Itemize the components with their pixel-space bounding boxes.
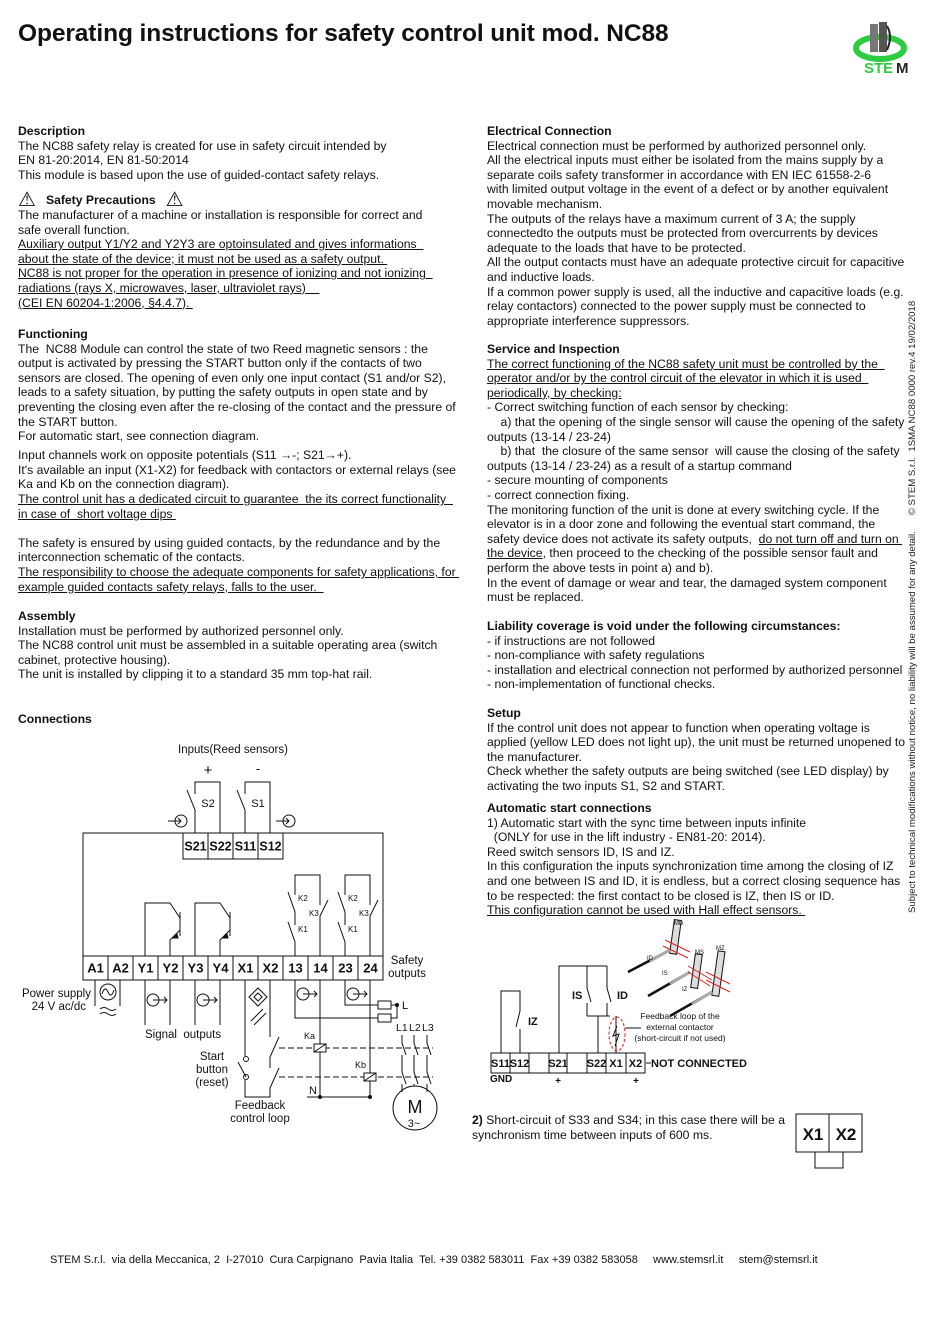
- terminal-label: Y1: [137, 960, 154, 976]
- terminal-label: X2: [262, 960, 279, 976]
- plus-sign: +: [203, 762, 213, 779]
- terminal-label: X1: [237, 960, 254, 976]
- text-segment: The NC88 safety relay is created for use in safety circuit intended by: [18, 138, 387, 153]
- text-segment: - secure mounting of components: [487, 473, 668, 488]
- ac-supply-icon: [100, 984, 116, 1016]
- text-segment: All the electrical inputs must either be isolated from the mains supply by a: [487, 153, 884, 168]
- safety-outputs-label: Safety: [390, 955, 424, 967]
- feedback-note: external contactor: [646, 1022, 714, 1032]
- terminal-label: 13: [288, 960, 303, 976]
- text-segment: sensors are closed. The opening of even only one input contact (S1 and/or S2),: [18, 370, 446, 385]
- terminal-label: 14: [313, 960, 328, 976]
- kb-label: Kb: [355, 1060, 367, 1070]
- terminal-label: Y3: [187, 960, 204, 976]
- text-segment: The NC88 control unit must be assembled in a suitable operating area (switch: [18, 638, 438, 653]
- gnd-label: GND: [490, 1074, 513, 1085]
- inputs-label: Inputs(Reed sensors): [178, 744, 288, 756]
- not-connected-label: NOT CONNECTED: [651, 1058, 747, 1070]
- text-underlined: The control unit has a dedicated circuit to guarantee the its correct functionality: [18, 492, 453, 507]
- connections-heading: Connections: [18, 712, 92, 727]
- text-segment: adequate to the loads that have to be protected.: [487, 240, 746, 255]
- signal-output-icon: [147, 994, 167, 1006]
- text-segment: and inductive loads.: [487, 269, 595, 284]
- is-label: IS: [572, 990, 583, 1002]
- minus-sign: -: [255, 761, 261, 776]
- text-segment: Input channels work on opposite potentials (S11 →-; S21→+).: [18, 448, 352, 463]
- text-underlined: The correct functioning of the NC88 safety unit must be controlled by the: [487, 356, 885, 371]
- text-segment: - non-implementation of functional checks.: [487, 677, 716, 692]
- sensor-symbol-icon: [168, 815, 187, 827]
- text-segment: 1) Automatic start with the sync time between inputs infinite: [487, 815, 807, 830]
- text-segment: elevator is in a door zone and following the eventual start command, the: [487, 517, 876, 532]
- text-underlined: NC88 is not proper for the operation in presence of ionizing and not ionizing: [18, 266, 433, 281]
- side-disclaimer: [907, 300, 918, 913]
- switch-s2-label: S2: [201, 798, 215, 810]
- warning-icon: ⚠: [165, 189, 184, 211]
- switch-s1-label: S1: [251, 798, 265, 810]
- text-segment: - installation and electrical connection not performed by authorized personnel: [487, 662, 903, 677]
- sensor-symbol-icon: [276, 815, 295, 827]
- text-segment: outputs (13-14 / 23-24): [487, 429, 611, 444]
- text-segment: and one between IS and ID, it is endless, but a correct closing sequence has: [487, 873, 901, 888]
- text-segment: appropriate interference suppressors.: [487, 313, 690, 328]
- terminal-label: S21: [184, 839, 207, 854]
- plus-label: +: [555, 1076, 561, 1087]
- footer-contact: STEM S.r.l. via della Meccanica, 2 I-27010 Cura Carpignano Pavia Italia Tel. +39 0382 583011 Fax +39 0382 583058 www.stemsrl.it stem@stemsrl.it: [50, 1254, 818, 1266]
- text-segment: safe overall function.: [18, 222, 130, 237]
- signal-outputs-label: Signal outputs: [145, 1029, 222, 1041]
- safety-output-icon: [347, 988, 367, 1000]
- start-button-label: (reset): [195, 1077, 229, 1089]
- text-segment: to be respected: the first contact to be closed is IZ, then IS or ID.: [487, 888, 835, 903]
- side-copyright: © STEM S.r.l. 1SMA NC88 0000 rev.4 19/02/2018: [907, 300, 918, 516]
- terminal-label: S22: [209, 839, 232, 854]
- terminal-label: Y2: [162, 960, 179, 976]
- text-segment: synchronism time between inputs of 600 ms.: [472, 1127, 713, 1142]
- section-heading: Functioning: [18, 327, 88, 341]
- iz-label: IZ: [528, 1016, 538, 1028]
- automatic-start-diagram: [490, 920, 862, 1168]
- text-segment: The outputs of the relays have a maximum current of 3 A; the supply: [487, 211, 856, 226]
- start-button-label: Start: [199, 1051, 225, 1063]
- text-segment: outputs (13-14 / 23-24) as a result of a startup command: [487, 458, 792, 473]
- terminal-label: 24: [363, 960, 378, 976]
- relay-k1-label: K1: [348, 925, 358, 934]
- section-heading: Setup: [487, 706, 521, 720]
- relay-k3-label: K3: [309, 909, 319, 918]
- text-segment: relay contactors) connected to the power supply must be connected to: [487, 299, 866, 314]
- safety-output-icon: [297, 988, 317, 1000]
- signal-output-icon: [197, 994, 217, 1006]
- text-segment: applied (yellow LED does not light up), the unit must be returned unopened to: [487, 735, 906, 750]
- feedback-label: control loop: [230, 1113, 290, 1125]
- text-segment: the manufacturer.: [487, 749, 582, 764]
- text-segment: Short-circuit of S33 and S34; in this case there will be a: [482, 1113, 785, 1127]
- section-heading-text: Safety Precautions: [45, 192, 156, 207]
- text-underlined: Auxiliary output Y1/Y2 and Y2Y3 are optoinsulated and gives informations: [18, 237, 424, 252]
- magnet-ms-label: MS: [695, 950, 704, 956]
- text-segment: cabinet, protective housing).: [18, 652, 171, 667]
- text-segment: a) that the opening of the single sensor will cause the opening of the safety: [487, 414, 905, 429]
- text-segment: preventing the closing even after the re-closing of the contact and the pressure of: [18, 399, 456, 414]
- terminal-x2: X2: [835, 1125, 857, 1144]
- page-title: Operating instructions for safety control unit mod. NC88: [18, 20, 669, 47]
- text-segment: interconnection schematic of the contacts.: [18, 550, 245, 565]
- ka-label: Ka: [304, 1031, 316, 1041]
- text-underlined: periodically, by checking:: [487, 385, 622, 400]
- text-segment: must be replaced.: [487, 590, 584, 605]
- terminal-label: S12: [509, 1057, 530, 1070]
- text-segment: leads to a safety situation, by putting the safety outputs in open state and by: [18, 385, 428, 400]
- warning-icon: ⚠: [18, 189, 36, 211]
- text-segment: If the control unit does not appear to function when operating voltage is: [487, 720, 870, 735]
- relay-k2-label: K2: [348, 894, 358, 903]
- x1-x2-bridge: [796, 1114, 862, 1168]
- text-segment: perform the above tests in point a) and b).: [487, 560, 714, 575]
- motor-label: M: [407, 1097, 423, 1117]
- text-underlined: the device: [487, 546, 543, 561]
- text-segment: In this configuration the inputs synchronization time among the closing of IZ: [487, 859, 894, 874]
- phase-label: L3: [422, 1022, 434, 1034]
- text-underlined: The responsibility to choose the adequate components for safety applications, for: [18, 565, 460, 579]
- text-segment: - non-compliance with safety regulations: [487, 648, 705, 663]
- relay-k3-label: K3: [359, 909, 369, 918]
- section-heading: Assembly: [18, 609, 76, 623]
- safety-outputs-label: outputs: [388, 968, 426, 980]
- text-segment: In the event of damage or wear and tear, the damaged system component: [487, 575, 887, 590]
- text-segment: For automatic start, see connection diagram.: [18, 429, 260, 444]
- terminal-label: A1: [87, 960, 104, 976]
- text-segment: - Correct switching function of each sensor by checking:: [487, 400, 789, 415]
- text-segment: The unit is installed by clipping it to a standard 35 mm top-hat rail.: [18, 667, 373, 682]
- text-segment: - correct connection fixing.: [487, 487, 630, 502]
- feedback-diamond-icon: [249, 988, 267, 1025]
- text-segment: safety device does not activate its safety outputs,: [487, 531, 759, 546]
- text-underlined: do not turn off and turn on: [758, 531, 903, 546]
- text-segment: The monitoring function of the unit is done at every switching cycle. If the: [487, 502, 880, 517]
- text-bold: 2): [472, 1113, 483, 1127]
- sensor-is-label: IS: [662, 971, 668, 977]
- magnet-md-label: MD: [674, 921, 684, 927]
- id-label: ID: [617, 990, 628, 1002]
- text-segment: This module is based upon the use of guided-contact safety relays.: [18, 167, 380, 182]
- text-underlined: operator and/or by the control circuit of the elevator in which it is used: [487, 371, 869, 386]
- phase-label: L2: [409, 1022, 421, 1034]
- power-supply-voltage: 24 V ac/dc: [31, 1001, 86, 1013]
- terminal-x1: X1: [802, 1125, 824, 1144]
- text-segment: It's available an input (X1-X2) for feedback with contactors or external relays (see: [18, 462, 456, 477]
- text-segment: Installation must be performed by authorized personnel only.: [18, 623, 344, 638]
- sensor-id-label: ID: [647, 956, 653, 962]
- reed-sensor-illustration: [628, 920, 730, 1016]
- text-underlined: example guided contacts safety relays, falls to the user.: [18, 579, 324, 594]
- motor-phase-label: 3~: [407, 1118, 421, 1130]
- terminal-label: X2: [628, 1057, 643, 1070]
- text-segment: the START button.: [18, 414, 118, 429]
- svg-text:STE: STE: [864, 60, 894, 77]
- main-connection-diagram: [22, 744, 437, 1130]
- text-segment: , then proceed to the checking of the possible sensor fault and: [542, 546, 878, 561]
- terminal-label: S21: [548, 1057, 568, 1070]
- line-l-label: L: [402, 1000, 409, 1012]
- magnet-mz-label: MZ: [716, 946, 725, 952]
- feedback-note: (short-circuit if not used): [634, 1033, 726, 1043]
- section-heading: Automatic start connections: [487, 801, 652, 815]
- relay-k1-label: K1: [298, 925, 308, 934]
- text-underlined: radiations (rays X, microwaves, laser, ultraviolet rays): [18, 280, 320, 295]
- text-segment: connectedto the outputs must be protected from overcurrents by devices: [487, 226, 878, 241]
- feedback-label: Feedback: [234, 1100, 286, 1112]
- text-segment: movable mechanism.: [487, 196, 603, 211]
- section-heading: Electrical Connection: [487, 124, 612, 138]
- terminal-label: 23: [338, 960, 353, 976]
- terminal-label: S12: [259, 839, 282, 854]
- text-segment: The safety is ensured by using guided contacts, by the redundance and by the: [18, 535, 441, 550]
- text-underlined: (CEI EN 60204-1:2006, §4.4.7).: [18, 295, 193, 310]
- section-heading: Service and Inspection: [487, 342, 620, 356]
- terminal-label: A2: [112, 960, 129, 976]
- text-segment: output is activated by pressing the START button only if the contacts of two: [18, 356, 422, 371]
- text-underlined: in case of short voltage dips: [18, 506, 176, 521]
- text-segment: Check whether the safety outputs are being switched (see LED display) by: [487, 764, 889, 779]
- text-segment: EN 81-20:2014, EN 81-50:2014: [18, 153, 189, 168]
- text-segment: If a common power supply is used, all the inductive and capacitive loads (e.g.: [487, 284, 904, 299]
- side-note: Subject to technical modifications without notice, no liability will be assumed for any detail.: [907, 531, 918, 913]
- text-segment: b) that the closure of the same sensor will cause the closing of the safety: [487, 444, 900, 459]
- section-heading: Liability coverage is void under the following circumstances:: [487, 619, 841, 633]
- text-segment: - if instructions are not followed: [487, 633, 655, 648]
- text-segment: The NC88 Module can control the state of two Reed magnetic sensors : the: [18, 341, 428, 356]
- feedback-note: Feedback loop of the: [640, 1011, 720, 1021]
- terminal-label: X1: [609, 1057, 623, 1070]
- sensor-iz-label: IZ: [682, 987, 688, 993]
- plus-label: +: [633, 1076, 639, 1087]
- text-segment: Ka and Kb on the connection diagram).: [18, 477, 230, 492]
- text-segment: (ONLY for use in the lift industry - EN81-20: 2014).: [487, 830, 766, 845]
- text-segment: All the output contacts must have an adequate protective circuit for capacitive: [487, 255, 905, 270]
- svg-text:M: M: [896, 60, 909, 77]
- text-underlined: This configuration cannot be used with Hall effect sensors.: [487, 903, 806, 918]
- phase-label: L1: [396, 1022, 408, 1034]
- terminal-label: Y4: [212, 960, 229, 976]
- start-button-label: button: [196, 1064, 228, 1076]
- text-segment: with limited output voltage in the event of a defect or by another equivalent: [487, 182, 889, 197]
- terminal-label: S22: [586, 1057, 607, 1070]
- terminal-cell: [529, 1053, 549, 1073]
- text-segment: The manufacturer of a machine or installation is responsible for correct and: [18, 208, 423, 222]
- text-underlined: about the state of the device; it must not be used as a safety output.: [18, 251, 388, 266]
- text-segment: separate coils safety transformer in accordance with EN IEC 61558-2-6: [487, 167, 872, 182]
- terminal-cell: [567, 1053, 587, 1073]
- neutral-label: N: [309, 1085, 317, 1097]
- terminal-label: S11: [234, 839, 257, 854]
- power-supply-label: Power supply: [21, 988, 91, 1000]
- text-segment: Reed switch sensors ID, IS and IZ.: [487, 844, 675, 859]
- section-heading: Description: [18, 124, 86, 138]
- terminal-label: S11: [491, 1057, 510, 1070]
- relay-k2-label: K2: [298, 894, 308, 903]
- text-segment: activating the two inputs S1, S2 and START.: [487, 778, 726, 793]
- text-segment: Electrical connection must be performed by authorized personnel only.: [487, 138, 867, 153]
